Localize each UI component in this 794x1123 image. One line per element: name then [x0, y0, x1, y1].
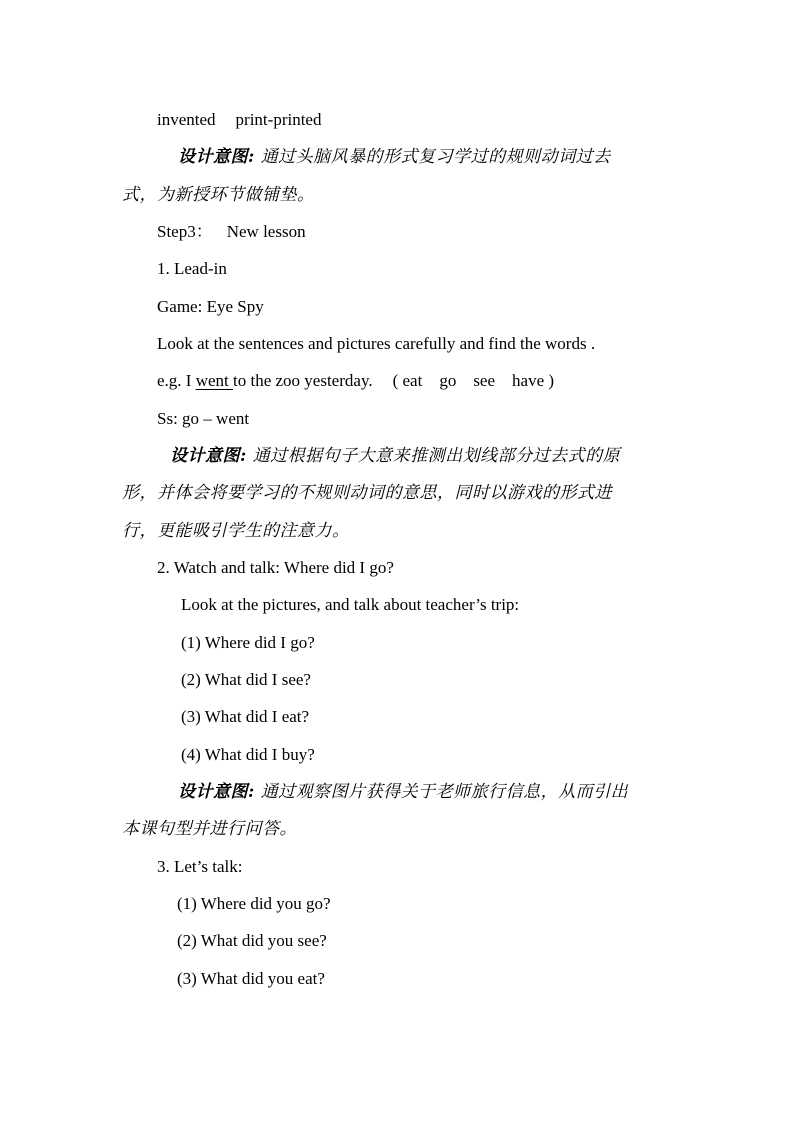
design-intent-1-line1	[178, 146, 611, 168]
design-intent-2-line3: 行，更能吸引学生的注意力。	[122, 521, 350, 541]
verb-print-printed: print-printed	[235, 110, 322, 129]
example-choices: ( eat go see have )	[392, 371, 555, 390]
design-intent-text: 通过观察图片获得关于老师旅行信息，从而引出	[260, 782, 629, 802]
design-intent-3-line1	[178, 781, 628, 803]
talk-question-3: (3) What did you eat?	[177, 969, 325, 988]
question-1: (1) Where did I go?	[181, 633, 315, 652]
talk-question-1: (1) Where did you go?	[177, 894, 331, 913]
instruction-line: Look at the sentences and pictures carefully and find the words .	[157, 334, 596, 353]
design-intent-1-line2: 式，为新授环节做铺垫。	[122, 185, 315, 205]
design-intent-2-line2: 形，并体会将要学习的不规则动词的意思，同时以游戏的形式进	[122, 483, 612, 503]
students-answer-line: Ss: go – went	[157, 409, 250, 428]
design-intent-text: 通过根据句子大意来推测出划线部分过去式的原	[252, 446, 621, 466]
design-intent-2-line1	[170, 445, 620, 467]
design-intent-label: 设计意图:	[178, 147, 255, 167]
example-line	[157, 370, 554, 392]
example-underlined-word: went	[195, 371, 234, 390]
talk-question-2: (2) What did you see?	[177, 931, 327, 950]
look-pictures-line: Look at the pictures, and talk about teacher’s trip:	[181, 595, 520, 614]
design-intent-3-line2: 本课句型并进行问答。	[122, 819, 297, 839]
lets-talk-heading: 3. Let’s talk:	[157, 857, 243, 876]
verb-invented: invented	[157, 110, 216, 129]
design-intent-label: 设计意图:	[170, 446, 247, 466]
example-sentence-rest: to the zoo yesterday.	[233, 371, 373, 390]
step3-title: New lesson	[226, 222, 306, 241]
design-intent-label: 设计意图:	[178, 782, 255, 802]
step3-heading	[157, 221, 306, 243]
lead-in-heading: 1. Lead-in	[157, 259, 227, 278]
question-4: (4) What did I buy?	[181, 745, 315, 764]
verb-list-line	[157, 109, 321, 131]
question-3: (3) What did I eat?	[181, 707, 310, 726]
watch-and-talk-heading: 2. Watch and talk: Where did I go?	[157, 558, 394, 577]
question-2: (2) What did I see?	[181, 670, 311, 689]
example-prefix: e.g. I	[157, 371, 196, 390]
game-line: Game: Eye Spy	[157, 297, 264, 316]
design-intent-text: 通过头脑风暴的形式复习学过的规则动词过去	[260, 147, 611, 167]
step3-label: Step3：	[157, 222, 213, 241]
